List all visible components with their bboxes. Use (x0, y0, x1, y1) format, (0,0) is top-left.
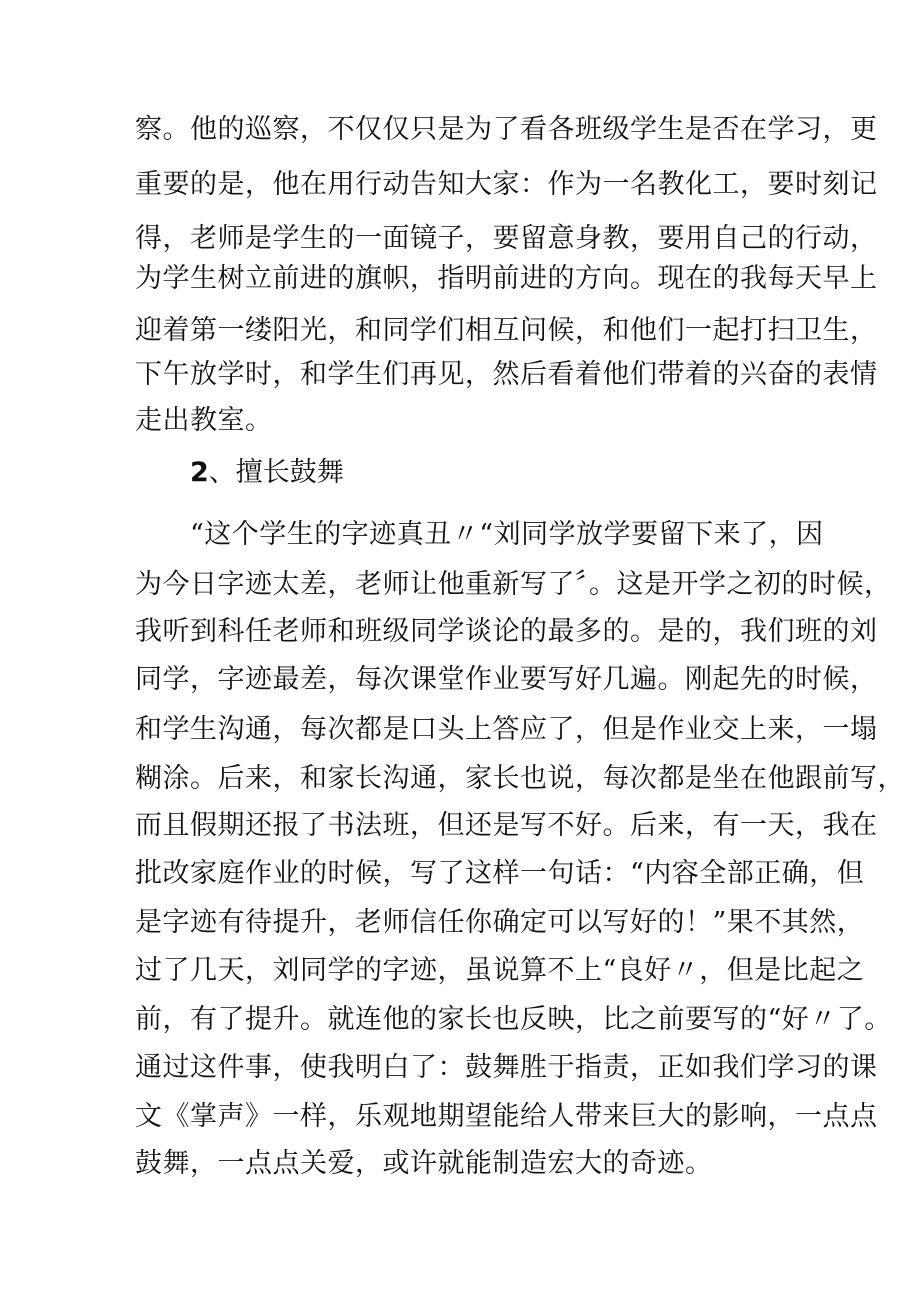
paragraph-line: 为学生树立前进的旗帜，指明前进的方向。现在的我每天早上 (135, 263, 878, 294)
paragraph-line: 是字迹有待提升，老师信任你确定可以写好的！”果不其然， (135, 907, 865, 938)
paragraph-line: 迎着第一缕阳光，和同学们相互问候，和他们一起打扫卫生， (135, 315, 878, 346)
paragraph-line: 和学生沟通，每次都是口头上答应了，但是作业交上来，一塌 (135, 714, 878, 745)
paragraph-line: 重要的是，他在用行动告知大家：作为一名教化工，要时刻记 (135, 169, 878, 200)
paragraph-line: 走出教室。 (135, 405, 273, 436)
paragraph-line: 下午放学时，和学生们再见，然后看着他们带着的兴奋的表情 (135, 359, 878, 390)
paragraph-line: 过了几天，刘同学的字迹，虽说算不上“良好〃，但是比起之 (135, 955, 865, 986)
paragraph-line: 同学，字迹最差，每次课堂作业要写好几遍。刚起先的时候， (135, 664, 878, 695)
section-heading (190, 455, 344, 491)
paragraph-line: 糊涂。后来，和家长沟通，家长也说，每次都是坐在他跟前写， (135, 763, 905, 794)
paragraph-line: 鼓舞，一点点关爱，或许就能制造宏大的奇迹。 (135, 1148, 713, 1179)
paragraph-line: 而且假期还报了书法班，但还是写不好。后来，有一天，我在 (135, 810, 878, 841)
section-number: 2 (190, 457, 209, 488)
section-title: 、擅长鼓舞 (208, 457, 344, 488)
paragraph-line: 通过这件事，使我明白了：鼓舞胜于指责，正如我们学习的课 (135, 1052, 878, 1083)
paragraph-line: 得，老师是学生的一面镜子，要留意身教，要用自己的行动， (135, 223, 878, 254)
paragraph-line: “这个学生的字迹真丑〃“刘同学放学要留下来了，因 (190, 519, 824, 550)
paragraph-line: 我听到科任老师和班级同学谈论的最多的。是的，我们班的刘 (135, 616, 878, 647)
paragraph-line: 察。他的巡察，不仅仅只是为了看各班级学生是否在学习，更 (135, 114, 878, 145)
paragraph-line: 批改家庭作业的时候，写了这样一句话：“内容全部正确，但 (135, 858, 865, 889)
paragraph-line: 为今日字迹太差，老师让他重新写了〞。这是开学之初的时候， (135, 569, 892, 600)
paragraph-line: 前，有了提升。就连他的家长也反映，比之前要写的“好〃了。 (135, 1004, 892, 1035)
paragraph-line: 文《掌声》一样，乐观地期望能给人带来巨大的影响，一点点 (135, 1101, 878, 1132)
